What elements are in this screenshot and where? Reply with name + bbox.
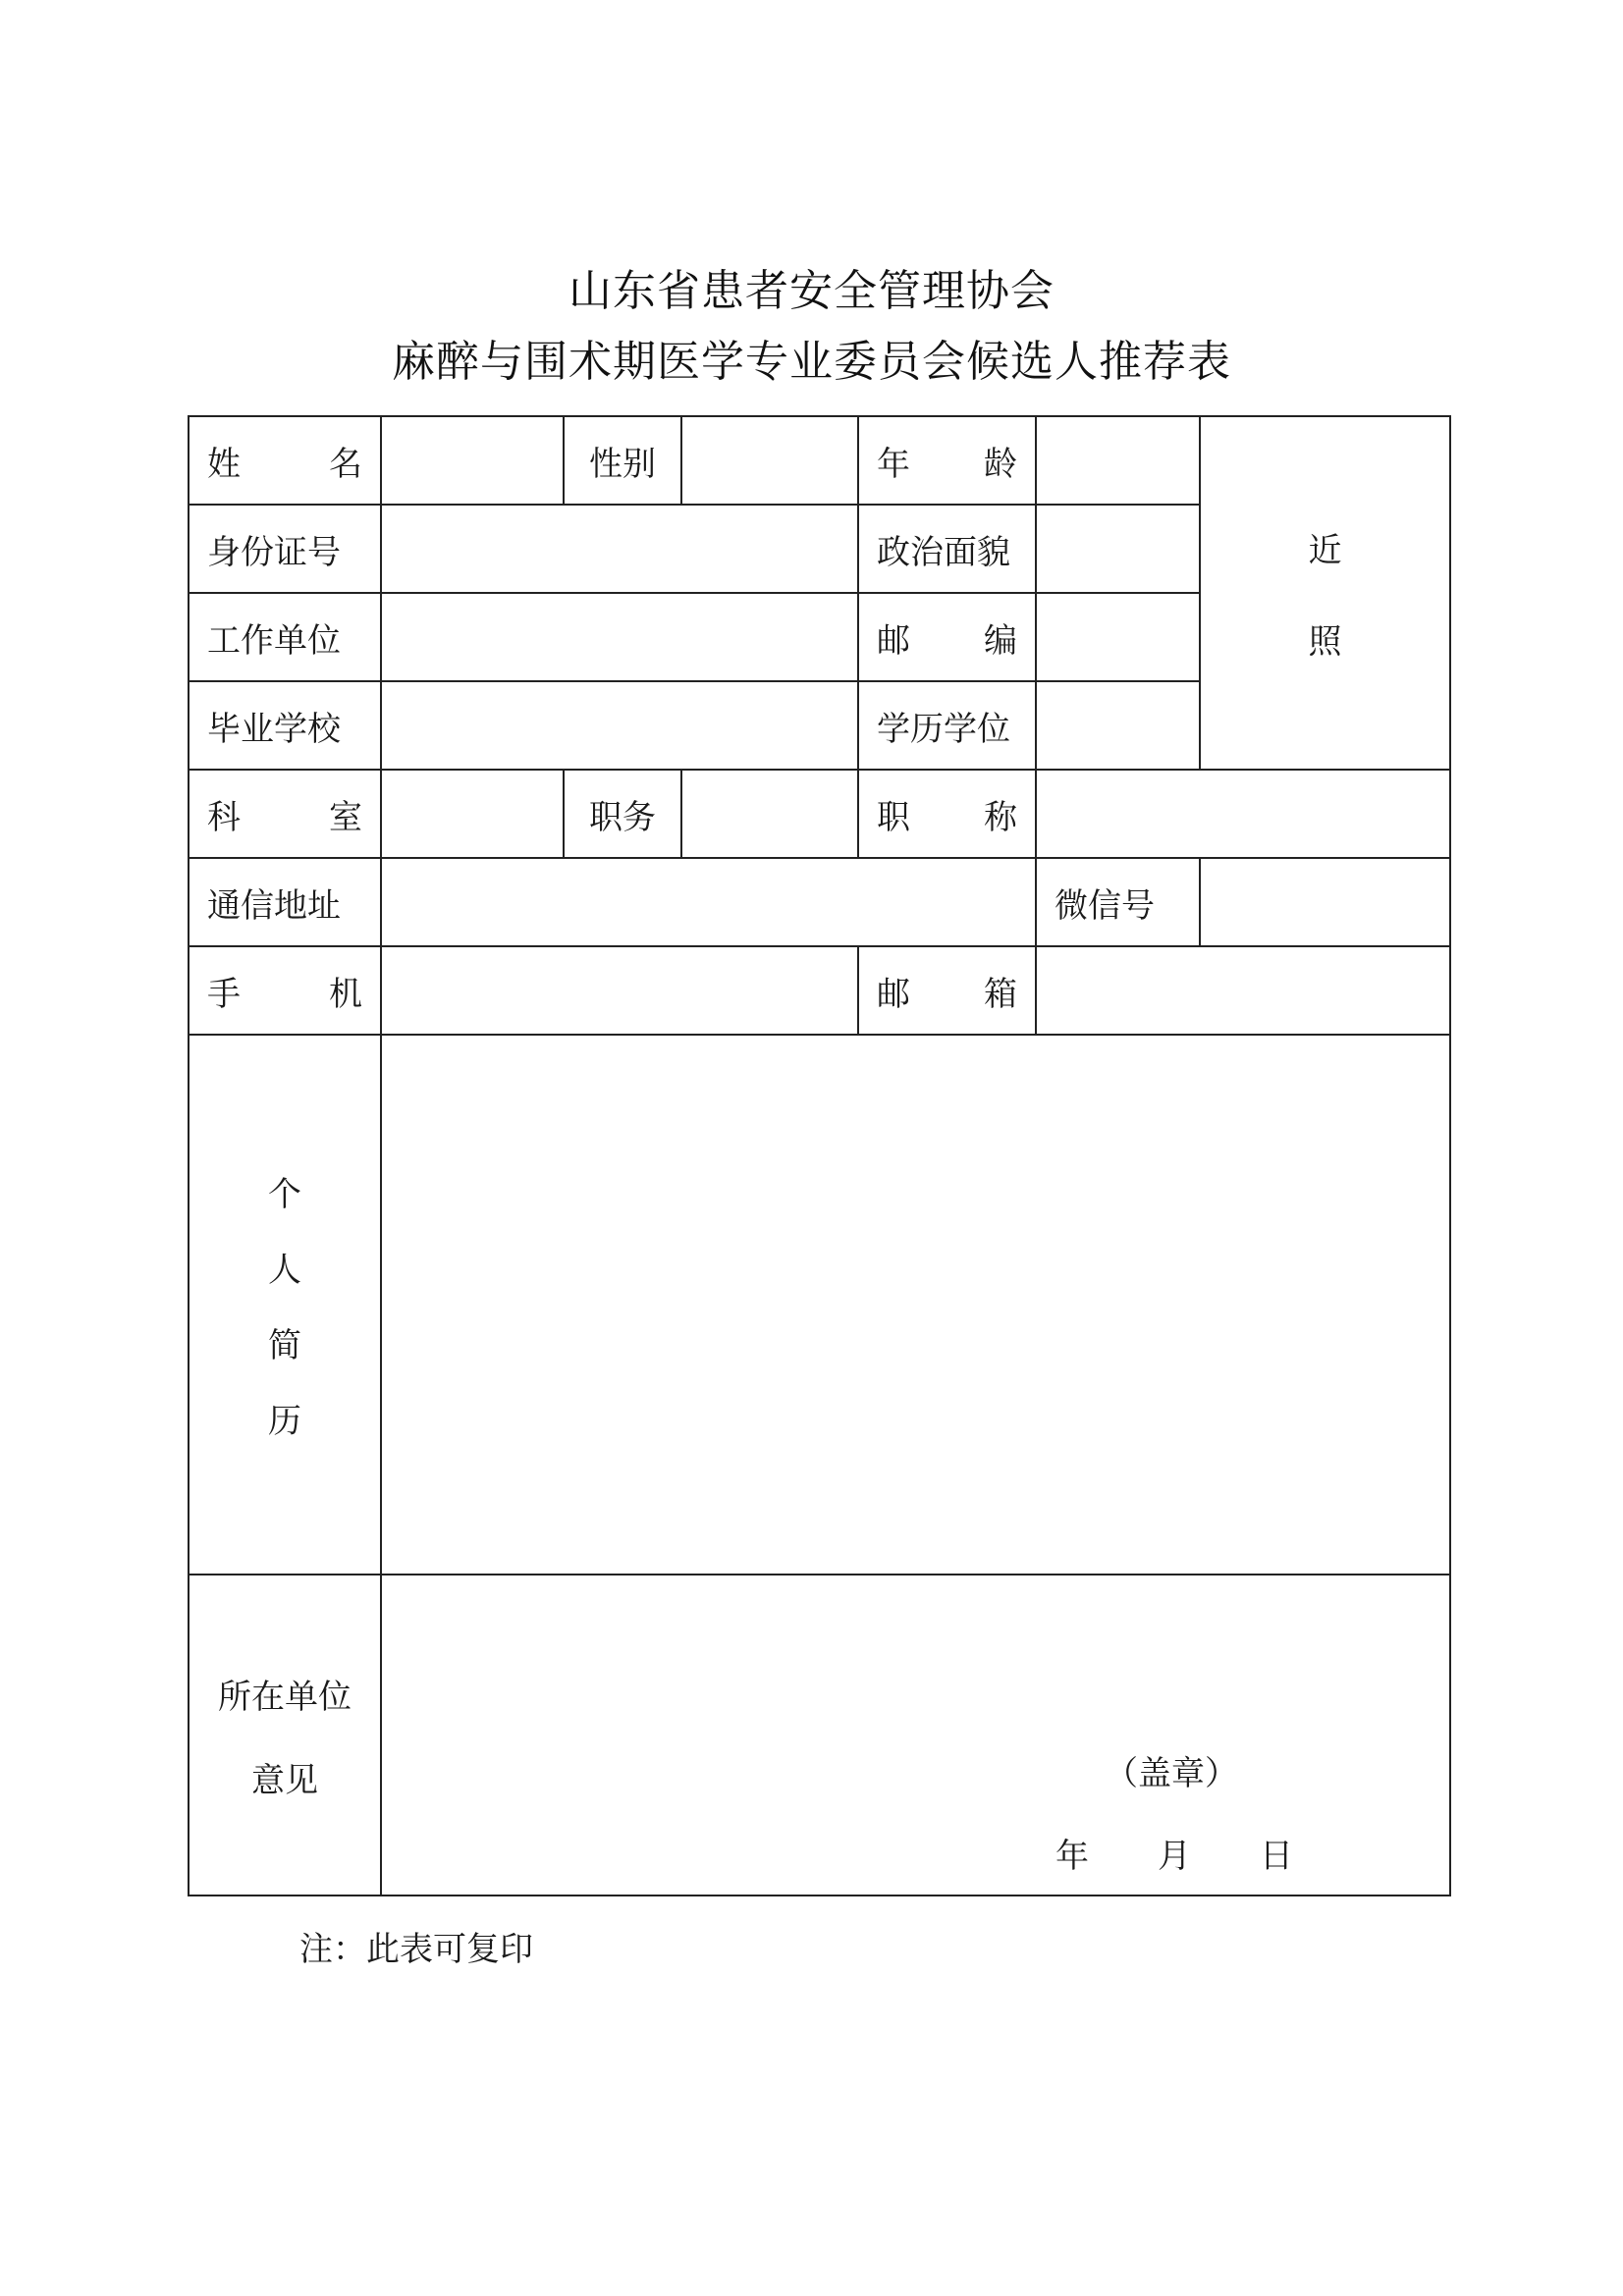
unit-opinion-label: 所在单位 意见 [189, 1575, 381, 1896]
education-label: 学历学位 [858, 681, 1036, 770]
age-field[interactable] [1036, 416, 1200, 505]
footnote: 注：此表可复印 [299, 1930, 533, 1969]
gender-label: 性别 [564, 416, 681, 505]
document-subtitle: 麻醉与围术期医学专业委员会候选人推荐表 [392, 337, 1231, 387]
professional-title-label: 职 称 [858, 770, 1036, 858]
resume-field[interactable] [381, 1035, 1450, 1575]
seal-text: （盖章） [1105, 1754, 1238, 1793]
name-field[interactable] [381, 416, 564, 505]
work-unit-label: 工作单位 [189, 593, 381, 681]
position-field[interactable] [681, 770, 858, 858]
email-field[interactable] [1036, 946, 1450, 1035]
wechat-label: 微信号 [1036, 858, 1200, 946]
professional-title-field[interactable] [1036, 770, 1450, 858]
wechat-field[interactable] [1200, 858, 1450, 946]
name-label: 姓 名 [189, 416, 381, 505]
mobile-field[interactable] [381, 946, 858, 1035]
gender-field[interactable] [681, 416, 858, 505]
date-day: 日 [1260, 1837, 1293, 1876]
education-field[interactable] [1036, 681, 1200, 770]
email-label: 邮 箱 [858, 946, 1036, 1035]
position-label: 职务 [564, 770, 681, 858]
photo-label-2: 照 [1308, 622, 1342, 662]
department-label: 科 室 [189, 770, 381, 858]
unit-opinion-field[interactable] [381, 1575, 1450, 1896]
postcode-label: 邮 编 [858, 593, 1036, 681]
recommendation-form-table [188, 415, 1451, 1896]
age-label: 年 龄 [858, 416, 1036, 505]
postcode-field[interactable] [1036, 593, 1200, 681]
resume-label: 个 人 简 历 [189, 1035, 381, 1575]
address-field[interactable] [381, 858, 1036, 946]
work-unit-field[interactable] [381, 593, 858, 681]
political-status-field[interactable] [1036, 505, 1200, 593]
document-title: 山东省患者安全管理协会 [568, 266, 1055, 316]
id-number-field[interactable] [381, 505, 858, 593]
address-label: 通信地址 [189, 858, 381, 946]
department-field[interactable] [381, 770, 564, 858]
photo-box[interactable] [1200, 416, 1450, 770]
date-line [1055, 1829, 1293, 1877]
political-status-label: 政治面貌 [858, 505, 1036, 593]
photo-label-1: 近 [1308, 531, 1342, 570]
mobile-label: 手 机 [189, 946, 381, 1035]
id-number-label: 身份证号 [189, 505, 381, 593]
date-year: 年 [1055, 1837, 1089, 1876]
school-label: 毕业学校 [189, 681, 381, 770]
date-month: 月 [1158, 1837, 1191, 1876]
school-field[interactable] [381, 681, 858, 770]
